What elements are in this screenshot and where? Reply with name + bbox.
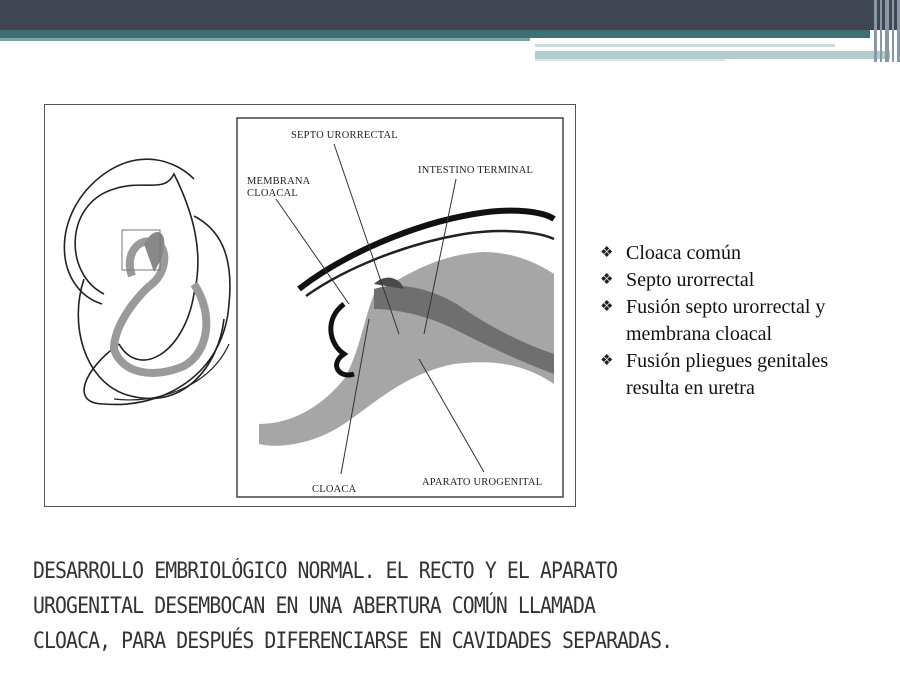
bullet-text-cont: membrana cloacal (626, 323, 773, 345)
label-septo-urorrectal: SEPTO URORRECTAL (291, 130, 398, 141)
header-vertical-stripes (872, 0, 900, 62)
bullet-text: Cloaca común (626, 242, 741, 264)
slide-caption (33, 554, 771, 659)
bullet-item (600, 294, 895, 348)
caption-line-3: CLOACA, PARA DESPUÉS DIFERENCIARSE EN CAVIDADES SEPARADAS. (33, 629, 673, 654)
diamond-bullet-icon: ❖ (600, 272, 614, 288)
bullet-text: Fusión pliegues genitales (626, 350, 829, 372)
diamond-bullet-icon: ❖ (600, 299, 614, 315)
bullet-text-cont: resulta en uretra (626, 377, 755, 399)
embryo-diagram-svg (44, 104, 576, 507)
bullet-text: Septo urorrectal (626, 269, 755, 291)
header-accent-line (0, 38, 530, 41)
label-membrana-line1: MEMBRANA (247, 176, 311, 187)
diamond-bullet-icon: ❖ (600, 245, 614, 261)
diamond-bullet-icon: ❖ (600, 353, 614, 369)
label-cloaca: CLOACA (312, 484, 357, 495)
bullet-item (600, 240, 895, 267)
label-intestino-terminal: INTESTINO TERMINAL (418, 165, 534, 176)
caption-line-1: DESARROLLO EMBRIOLÓGICO NORMAL. EL RECTO Y EL APARATO (33, 559, 618, 584)
header-decor-line-thin (535, 59, 725, 61)
embryo-diagram (44, 104, 576, 507)
bullet-list (600, 240, 895, 402)
header-accent-band (0, 30, 870, 38)
bullet-item (600, 267, 895, 294)
header-bar (0, 0, 900, 30)
header-decor-band (535, 51, 890, 59)
label-membrana-line2: CLOACAL (247, 188, 298, 199)
bullet-item (600, 348, 895, 402)
label-aparato-urogenital: APARATO UROGENITAL (422, 477, 543, 488)
header-decor-line (535, 44, 835, 47)
caption-line-2: UROGENITAL DESEMBOCAN EN UNA ABERTURA COMÚN LLAMADA (33, 594, 596, 619)
bullet-text: Fusión septo urorrectal y (626, 296, 826, 318)
